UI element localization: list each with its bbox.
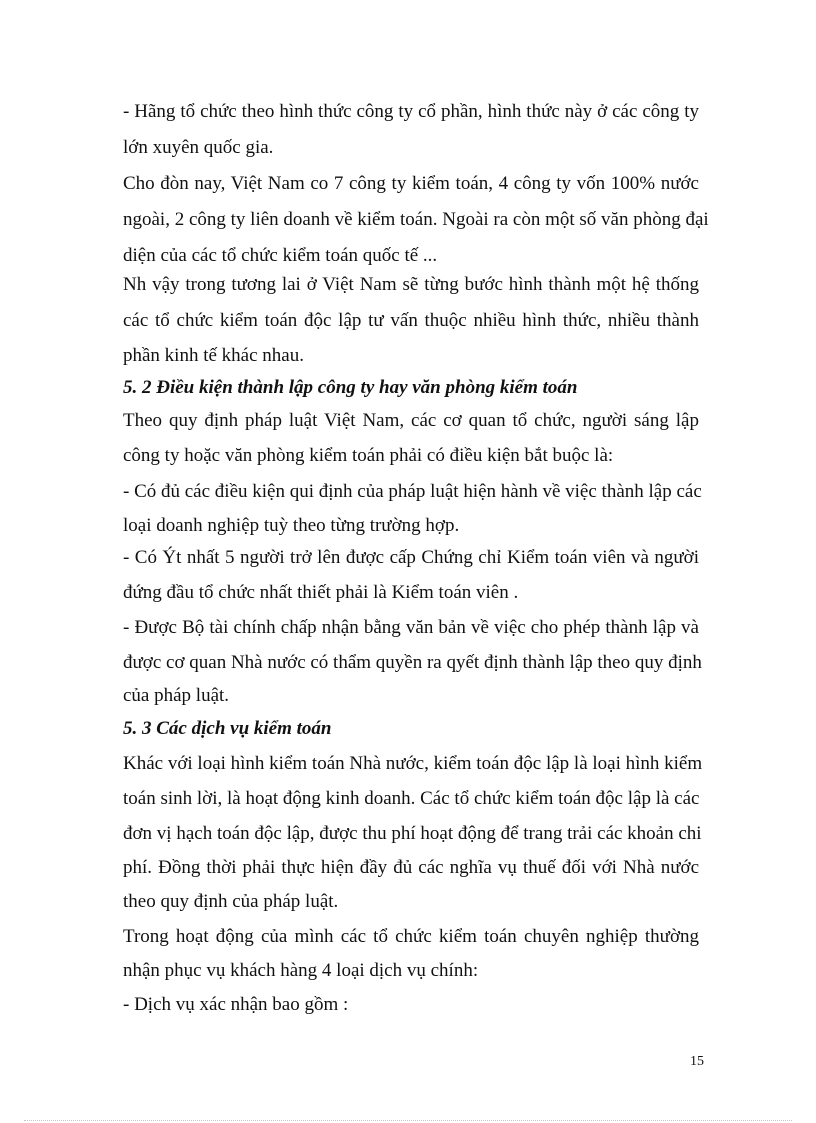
footer-divider (24, 1120, 792, 1121)
text-line: theo quy định của pháp luật. (123, 891, 339, 912)
text-line: được cơ quan Nhà nước có thẩm quyền ra qyết định thành lập theo quy định (123, 652, 702, 673)
text-line: - Được Bộ tài chính chấp nhận bằng văn bản về việc cho phép thành lập và (123, 617, 699, 638)
text-line: loại doanh nghiệp tuỳ theo từng trường hợp. (123, 515, 460, 536)
text-line: phí. Đồng thời phải thực hiện đầy đủ các nghĩa vụ thuế đối với Nhà nước (123, 857, 699, 878)
text-line: đứng đầu tổ chức nhất thiết phải là Kiểm toán viên . (123, 582, 519, 603)
text-line: - Dịch vụ xác nhận bao gồm : (123, 994, 349, 1015)
page-number: 15 (690, 1054, 704, 1069)
text-line: các tổ chức kiểm toán độc lập tư vấn thuộc nhiều hình thức, nhiều thành (123, 310, 699, 331)
text-line: Cho đòn nay, Việt Nam co 7 công ty kiểm toán, 4 công ty vốn 100% nước (123, 173, 699, 194)
text-line: của pháp luật. (123, 685, 230, 706)
section-heading: 5. 2 Điều kiện thành lập công ty hay văn phòng kiểm toán (123, 377, 578, 398)
text-line: Nh vậy trong tương lai ở Việt Nam sẽ từng bước hình thành một hệ thống (123, 274, 699, 295)
text-line: toán sinh lời, là hoạt động kinh doanh. Các tổ chức kiểm toán độc lập là các (123, 788, 700, 809)
text-line: công ty hoặc văn phòng kiểm toán phải có điều kiện bắt buộc là: (123, 445, 614, 466)
text-line: đơn vị hạch toán độc lập, được thu phí hoạt động để trang trải các khoản chi (123, 823, 702, 844)
text-line: nhận phục vụ khách hàng 4 loại dịch vụ chính: (123, 960, 479, 981)
text-line: phần kinh tế khác nhau. (123, 345, 304, 366)
text-line: Trong hoạt động của mình các tổ chức kiểm toán chuyên nghiệp thường (123, 926, 699, 947)
text-line: ngoài, 2 công ty liên doanh về kiểm toán. Ngoài ra còn một số văn phòng đại (123, 209, 709, 230)
text-line: - Có Ýt nhất 5 người trở lên được cấp Chứng chỉ Kiểm toán viên và người (123, 547, 699, 568)
text-line: Theo quy định pháp luật Việt Nam, các cơ quan tổ chức, người sáng lập (123, 410, 699, 431)
text-line: diện của các tổ chức kiểm toán quốc tế ... (123, 245, 438, 266)
text-line: - Hãng tổ chức theo hình thức công ty cổ phần, hình thức này ở các công ty (123, 101, 699, 122)
text-line: lớn xuyên quốc gia. (123, 137, 274, 158)
text-line: Khác với loại hình kiểm toán Nhà nước, kiểm toán độc lập là loại hình kiểm (123, 753, 703, 774)
section-heading: 5. 3 Các dịch vụ kiểm toán (123, 718, 332, 739)
text-line: - Có đủ các điều kiện qui định của pháp luật hiện hành về việc thành lập các (123, 481, 702, 502)
